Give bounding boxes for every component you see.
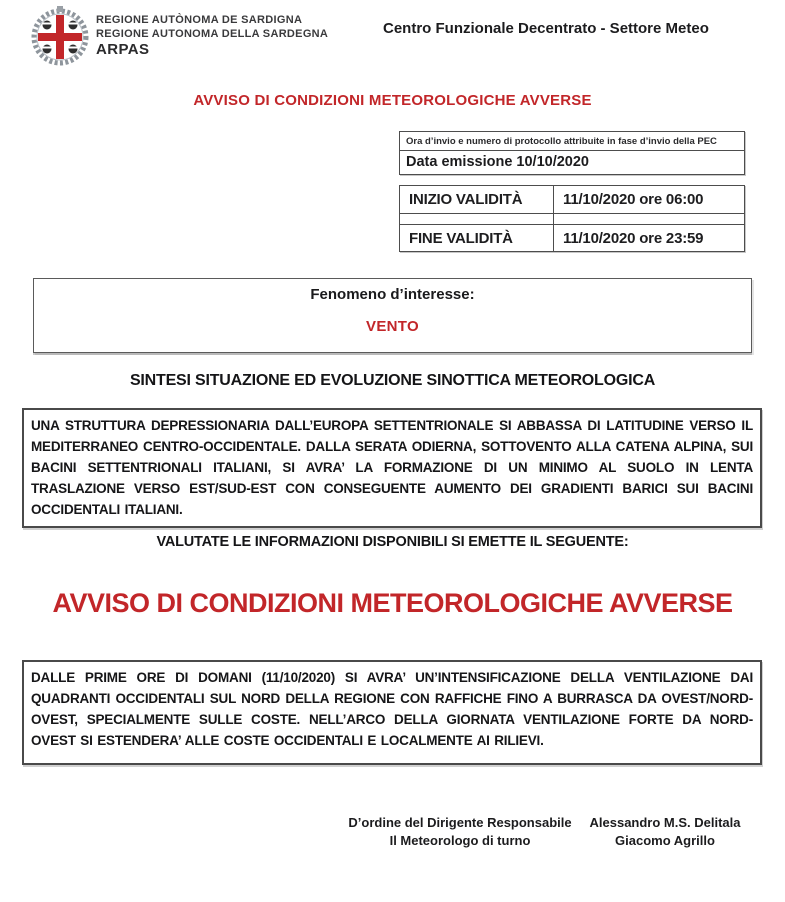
validity-end-label: FINE VALIDITÀ xyxy=(400,225,554,251)
signature-names-block xyxy=(585,814,745,850)
signature-role-block xyxy=(340,814,580,850)
statement-intro: VALUTATE LE INFORMAZIONI DISPONIBILI SI EMETTE IL SEGUENTE: xyxy=(156,534,629,550)
signature-role-line1: D’ordine del Dirigente Responsabile xyxy=(348,815,572,830)
signature-role-line2: Il Meteorologo di turno xyxy=(389,833,531,848)
synthesis-body: UNA STRUTTURA DEPRESSIONARIA DALL’EUROPA SETTENTRIONALE SI ABBASSA DI LATITUDINE VERSO IL MEDITERRANEO CENTRO-OCCIDENTALE. DALLA SERATA ODIERNA, SOTTOVENTO ALLA CATENA ALPINA, SUI BACINI SETTENTRIONALI ITALIANI, SI AVRA’ LA FORMAZIONE DI UN MINIMO AL SUOLO IN LENTA TRASLAZIONE VERSO EST/SUD-EST CON CONSEGUENTE AUMENTO DEI GRADIENTI BARICI SUI BACINI OCCIDENTALI ITALIANI. xyxy=(22,408,762,528)
phenomenon-box xyxy=(33,278,752,353)
validity-end-row xyxy=(400,224,744,251)
synthesis-heading: SINTESI SITUAZIONE ED EVOLUZIONE SINOTTICA METEOROLOGICA xyxy=(129,372,656,389)
validity-spacer-row xyxy=(400,213,744,224)
warning-body: DALLE PRIME ORE DI DOMANI (11/10/2020) SI AVRA’ UN’INTENSIFICAZIONE DELLA VENTILAZIONE DAI QUADRANTI OCCIDENTALI SUL NORD DELLA REGIONE CON RAFFICHE FINO A BURRASCA DA OVEST/NORD-OVEST, SPECIALMENTE SULLE COSTE. NELL’ARCO DELLA GIORNATA VENTILAZIONE FORTE DA NORD-OVEST SI ESTENDERA’ ALLE COSTE OCCIDENTALI E LOCALMENTE AI RILIEVI. xyxy=(22,660,762,765)
phenomenon-label: Fenomeno d’interesse: xyxy=(310,286,475,303)
signature-name-1: Alessandro M.S. Delitala xyxy=(589,815,741,830)
agency-name-sardinian: REGIONE AUTÒNOMA DE SARDIGNA xyxy=(96,14,303,26)
agency-acronym: ARPAS xyxy=(96,41,150,58)
validity-end-value: 11/10/2020 ore 23:59 xyxy=(563,229,704,247)
validity-table xyxy=(399,185,745,252)
agency-name-block xyxy=(96,13,328,57)
office-title: Centro Funzionale Decentrato - Settore Meteo xyxy=(383,20,709,37)
protocol-note: Ora d’invio e numero di protocollo attribuite in fase d’invio della PEC xyxy=(400,132,744,151)
validity-start-row xyxy=(400,186,744,213)
document-title-large: AVVISO DI CONDIZIONI METEOROLOGICHE AVVERSE xyxy=(52,588,733,618)
protocol-box xyxy=(399,131,745,175)
sardinia-coat-of-arms-icon xyxy=(28,6,92,66)
validity-start-label: INIZIO VALIDITÀ xyxy=(400,186,554,213)
phenomenon-value: VENTO xyxy=(366,318,419,335)
emission-date: Data emissione 10/10/2020 xyxy=(406,154,589,170)
validity-start-value: 11/10/2020 ore 06:00 xyxy=(563,191,704,208)
agency-name-italian: REGIONE AUTONOMA DELLA SARDEGNA xyxy=(96,28,329,40)
document-title-small: AVVISO DI CONDIZIONI METEOROLOGICHE AVVERSE xyxy=(193,92,592,109)
signature-name-2: Giacomo Agrillo xyxy=(615,833,715,848)
